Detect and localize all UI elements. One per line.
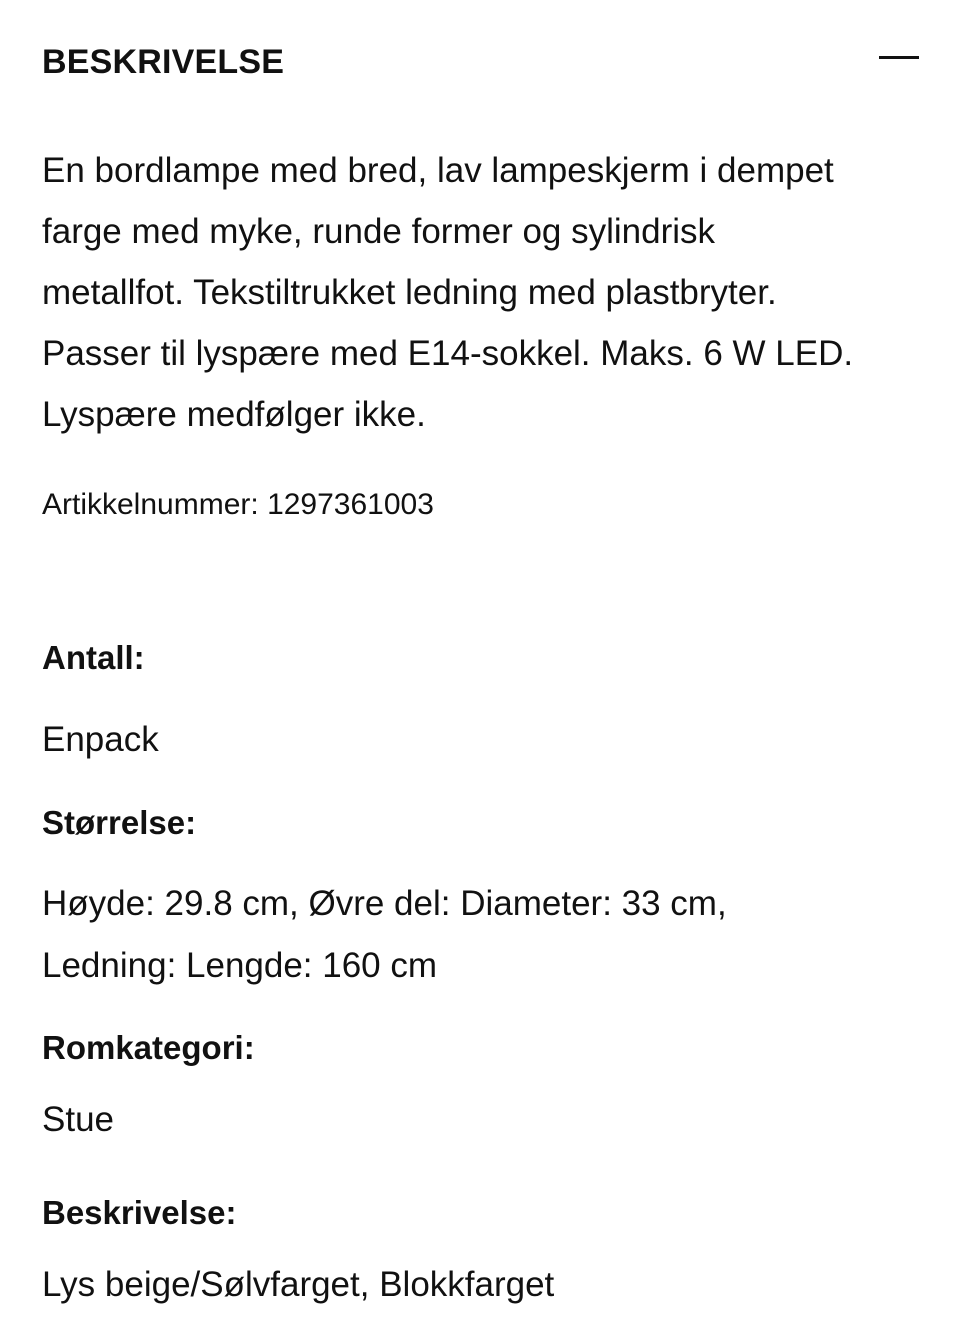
section-title: BESKRIVELSE: [42, 43, 285, 81]
collapse-toggle-button[interactable]: [876, 36, 920, 80]
product-description: [42, 140, 922, 445]
spec-antall: [42, 638, 922, 762]
spec-storrelse: [42, 803, 922, 997]
section-header[interactable]: [42, 36, 920, 86]
minus-icon: [879, 56, 919, 59]
description-line: Lyspære medfølger ikke.: [42, 395, 426, 434]
spec-label: Romkategori:: [42, 1029, 255, 1066]
spec-label: Størrelse:: [42, 804, 197, 841]
spec-value: Enpack: [42, 720, 159, 759]
spec-label: Beskrivelse:: [42, 1194, 237, 1231]
article-number-label: Artikkelnummer:: [42, 488, 259, 521]
description-line: Passer til lyspære med E14-sokkel. Maks. 6 W LED.: [42, 334, 854, 373]
spec-value: [42, 873, 922, 997]
spec-beskrivelse: [42, 1193, 922, 1307]
description-line: farge med myke, runde former og sylindrisk: [42, 212, 716, 251]
description-line: metallfot. Tekstiltrukket ledning med plastbryter.: [42, 273, 777, 312]
spec-value: Lys beige/Sølvfarget, Blokkfarget: [42, 1265, 555, 1304]
spec-value-line: Høyde: 29.8 cm, Øvre del: Diameter: 33 cm,: [42, 884, 727, 923]
spec-label: Antall:: [42, 639, 145, 676]
spec-value: Stue: [42, 1100, 114, 1139]
spec-romkategori: [42, 1028, 922, 1142]
description-line: En bordlampe med bred, lav lampeskjerm i dempet: [42, 151, 834, 190]
article-number-value: 1297361003: [267, 488, 434, 521]
spec-value-line: Ledning: Lengde: 160 cm: [42, 946, 438, 985]
article-number: [42, 485, 434, 525]
